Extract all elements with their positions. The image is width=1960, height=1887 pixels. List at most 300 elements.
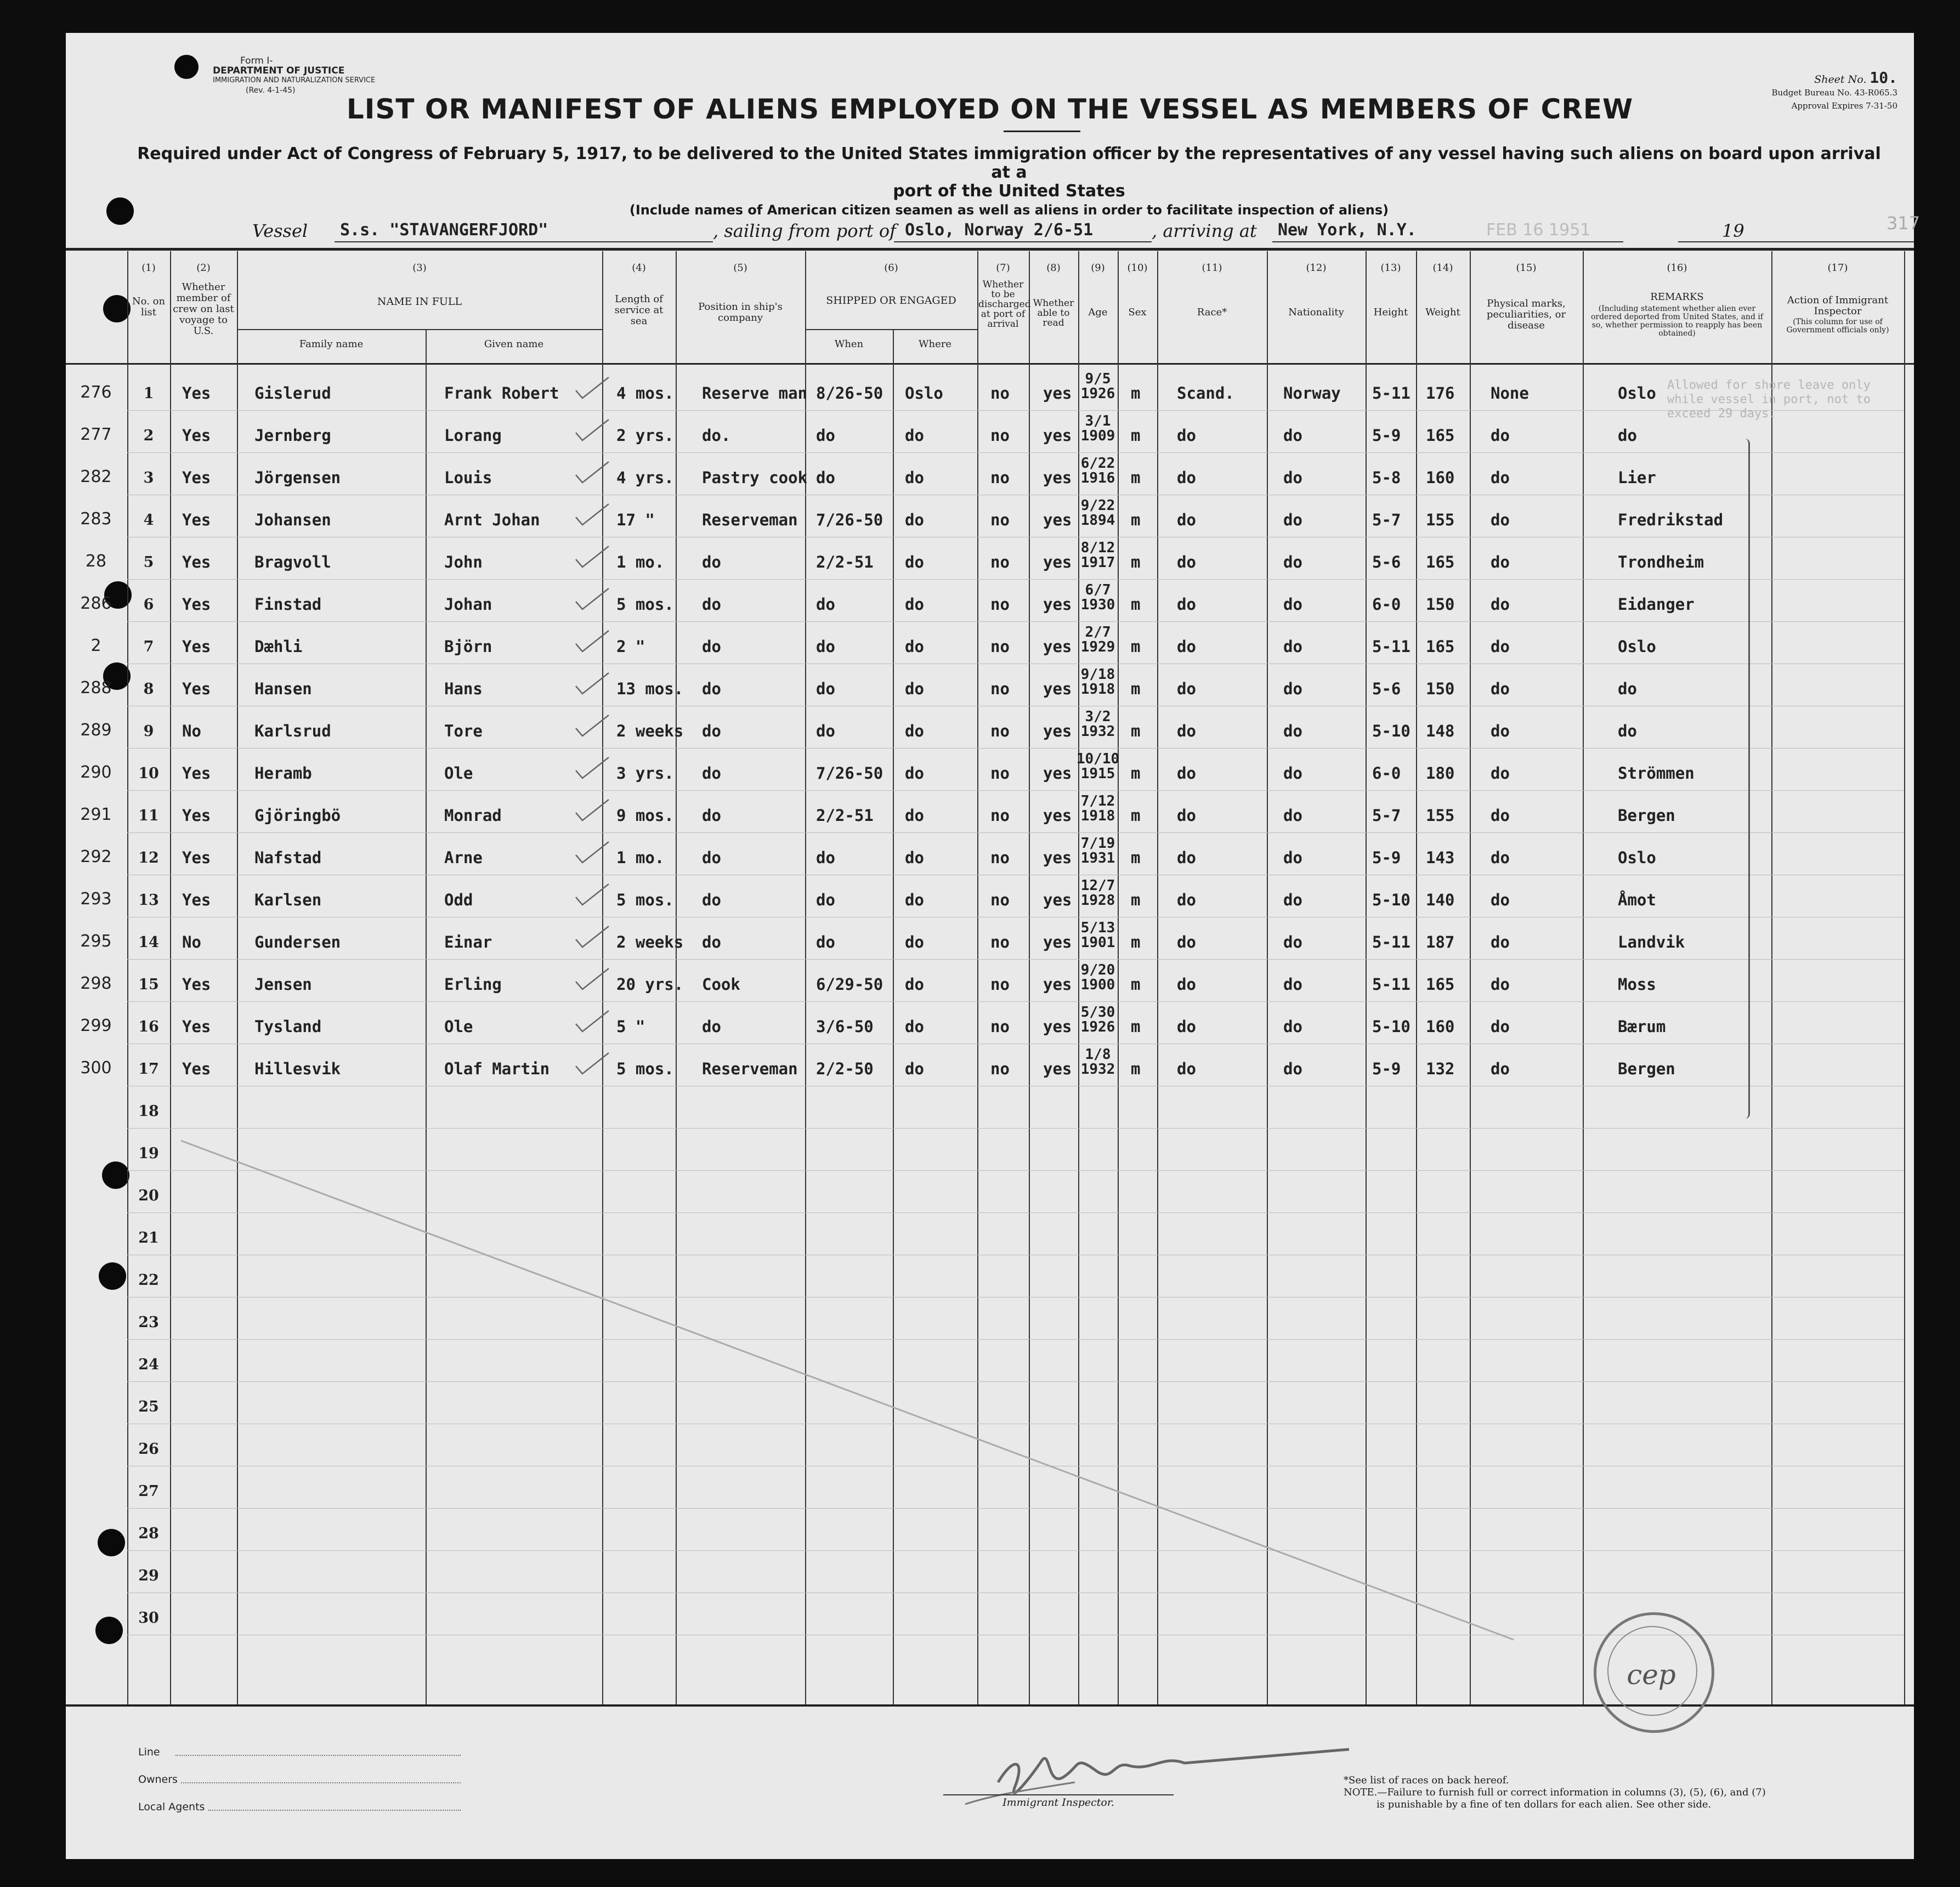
nationality-cell: do: [1283, 848, 1302, 867]
col6a-header: When: [834, 338, 864, 350]
position-cell: Reserveman: [702, 511, 798, 529]
birth-year: 1932: [1080, 1061, 1115, 1078]
check-mark-icon: [570, 796, 614, 829]
row-number: 18: [138, 1103, 159, 1120]
col3b-header: Given name: [484, 338, 544, 350]
shipped-when-cell: do: [816, 891, 835, 909]
family-name-cell: Tysland: [254, 1017, 322, 1036]
sex-cell: m: [1131, 511, 1141, 529]
row-number: 2: [143, 427, 154, 444]
row-number: 27: [138, 1483, 159, 1500]
page-title: LIST OR MANIFEST OF ALIENS EMPLOYED ON THE VESSEL AS MEMBERS OF CREW: [346, 93, 1634, 125]
subtitle-line1: Required under Act of Congress of February 5, 1917, to be delivered to the United States immigration officer by the representatives of any vessel having such aliens on board upon arrival at a: [137, 144, 1881, 182]
name-subheader-line: [237, 329, 602, 330]
row-number: 22: [138, 1272, 159, 1289]
weight-cell: 143: [1426, 848, 1455, 867]
remarks-bracket: [1745, 439, 1750, 1119]
service-cell: 17 ": [616, 511, 655, 529]
service-cell: 20 yrs.: [616, 975, 684, 994]
sailing-underline: [894, 241, 1152, 242]
table-row: [66, 875, 1914, 917]
position-cell: do: [702, 553, 721, 571]
shipped-where-cell: do: [905, 1059, 924, 1078]
row-number: 11: [138, 807, 159, 824]
birth-year: 1894: [1080, 512, 1115, 529]
col4-header: Length of service at sea: [614, 293, 664, 327]
family-name-cell: Finstad: [254, 595, 322, 614]
age-cell: [1076, 1005, 1120, 1035]
shipped-where-cell: do: [905, 426, 924, 445]
service-cell: 5 mos.: [616, 1059, 674, 1078]
age-cell: [1076, 372, 1120, 401]
col11-number: (11): [1202, 262, 1222, 274]
remarks-cell: Oslo: [1618, 637, 1656, 656]
subtitle-line3: (Include names of American citizen seamen as well as aliens in order to facilitate inspection of aliens): [629, 202, 1389, 218]
discharged-cell: no: [990, 975, 1010, 994]
position-cell: Pastry cook: [702, 468, 808, 487]
sex-cell: m: [1131, 553, 1141, 571]
family-name-cell: Karlsen: [254, 891, 322, 909]
footnote-penalty: NOTE.—Failure to furnish full or correct information in columns (3), (5), (6), and (7): [1344, 1787, 1766, 1798]
given-name-cell: Olaf Martin: [444, 1059, 550, 1078]
check-mark-icon: [570, 838, 614, 871]
shipped-where-cell: do: [905, 679, 924, 698]
given-name-cell: Johan: [444, 595, 492, 614]
service-cell: 3 yrs.: [616, 764, 674, 783]
arriving-underline: [1272, 241, 1623, 242]
marks-cell: do: [1491, 511, 1510, 529]
row-number: 21: [138, 1229, 159, 1246]
handwritten-line-number: 282: [80, 467, 112, 486]
able-to-read-cell: yes: [1043, 553, 1072, 571]
nationality-cell: do: [1283, 806, 1302, 825]
agency-service: IMMIGRATION AND NATURALIZATION SERVICE: [213, 76, 376, 84]
col6b-header: Where: [918, 338, 951, 350]
date-underline: [1678, 241, 1914, 242]
marks-cell: do: [1491, 975, 1510, 994]
position-cell: Reserve man: [702, 384, 808, 403]
shipped-where-cell: do: [905, 806, 924, 825]
sex-cell: m: [1131, 722, 1141, 740]
nationality-cell: do: [1283, 1059, 1302, 1078]
shipped-where-cell: do: [905, 764, 924, 783]
discharged-cell: no: [990, 426, 1010, 445]
race-cell: do: [1177, 764, 1196, 783]
remarks-cell: Oslo: [1618, 384, 1656, 403]
birth-date: 10/10: [1076, 751, 1120, 767]
nationality-cell: do: [1283, 468, 1302, 487]
check-mark-icon: [570, 670, 614, 702]
given-name-cell: Monrad: [444, 806, 502, 825]
table-row: [66, 537, 1914, 580]
shipped-where-cell: do: [905, 1017, 924, 1036]
sailing-label: , sailing from port of: [713, 220, 896, 241]
col1-header: No. on list: [132, 296, 166, 318]
birth-date: 1/8: [1085, 1046, 1111, 1063]
remarks-cell: Bergen: [1618, 1059, 1675, 1078]
birth-year: 1928: [1080, 892, 1115, 909]
given-name-cell: Björn: [444, 637, 492, 656]
height-cell: 5-11: [1372, 637, 1410, 656]
row-number: 14: [138, 934, 159, 951]
check-mark-icon: [570, 416, 614, 449]
height-cell: 5-10: [1372, 1017, 1410, 1036]
col9-number: (9): [1091, 262, 1105, 274]
weight-cell: 155: [1426, 806, 1455, 825]
table-top-border: [66, 248, 1914, 251]
sex-cell: m: [1131, 764, 1141, 783]
weight-cell: 140: [1426, 891, 1455, 909]
service-cell: 2 ": [616, 637, 645, 656]
col3-header: NAME IN FULL: [377, 296, 462, 308]
family-name-cell: Dæhli: [254, 637, 303, 656]
able-to-read-cell: yes: [1043, 722, 1072, 740]
weight-cell: 150: [1426, 595, 1455, 614]
subtitle-line2: port of the United States: [893, 182, 1125, 201]
title-underline: [1004, 131, 1080, 132]
handwritten-line-number: 295: [80, 932, 112, 951]
position-cell: do: [702, 848, 721, 867]
given-name-cell: Louis: [444, 468, 492, 487]
race-cell: do: [1177, 806, 1196, 825]
col17-number: (17): [1827, 262, 1848, 274]
family-name-cell: Bragvoll: [254, 553, 331, 571]
prev-voyage-cell: Yes: [182, 637, 211, 656]
birth-date: 3/2: [1085, 709, 1111, 725]
row-number: 24: [138, 1356, 159, 1373]
col8-number: (8): [1046, 262, 1061, 274]
sex-cell: m: [1131, 384, 1141, 403]
cancel-line: [165, 1108, 1536, 1656]
nationality-cell: do: [1283, 933, 1302, 951]
birth-date: 8/12: [1080, 540, 1115, 556]
table-row: [66, 1002, 1914, 1044]
arriving-label: , arriving at: [1152, 220, 1257, 241]
handwritten-line-number: 289: [80, 721, 112, 740]
remarks-cell: do: [1618, 426, 1637, 445]
position-cell: do: [702, 806, 721, 825]
family-name-cell: Gundersen: [254, 933, 341, 951]
race-cell: Scand.: [1177, 384, 1234, 403]
marks-cell: do: [1491, 679, 1510, 698]
handwritten-line-number: 288: [80, 678, 112, 698]
birth-year: 1918: [1080, 681, 1115, 698]
age-cell: [1076, 794, 1120, 824]
height-cell: 5-6: [1372, 553, 1401, 571]
sheet-number: 10.: [1870, 69, 1897, 87]
age-cell: [1076, 456, 1120, 486]
punch-hole: [174, 55, 199, 79]
row-number: 23: [138, 1314, 159, 1331]
position-cell: do: [702, 764, 721, 783]
race-cell: do: [1177, 848, 1196, 867]
height-cell: 5-9: [1372, 848, 1401, 867]
given-name-cell: Arnt Johan: [444, 511, 540, 529]
col9-header: Age: [1088, 307, 1108, 318]
col8-header: Whether able to read: [1033, 298, 1074, 328]
age-cell: [1076, 836, 1120, 866]
check-mark-icon: [570, 1050, 614, 1083]
height-cell: 5-10: [1372, 891, 1410, 909]
family-name-cell: Gjöringbö: [254, 806, 341, 825]
table-row: [66, 622, 1914, 664]
col17-note: (This column for use of Government officials only): [1786, 318, 1889, 335]
col16-note: (Including statement whether alien ever ordered deported from United States, and if so, whether permission to reapply has been obtained): [1590, 304, 1764, 338]
prev-voyage-cell: Yes: [182, 468, 211, 487]
family-name-cell: Hansen: [254, 679, 312, 698]
birth-date: 9/5: [1085, 371, 1111, 387]
birth-year: 1915: [1080, 766, 1115, 782]
nationality-cell: do: [1283, 975, 1302, 994]
height-cell: 5-7: [1372, 511, 1401, 529]
col2-header: Whether member of crew on last voyage to U.S.: [173, 281, 234, 337]
handwritten-line-number: 277: [80, 425, 112, 444]
shipped-subheader-line: [805, 329, 977, 330]
age-cell: [1076, 752, 1120, 781]
agency-name: DEPARTMENT OF JUSTICE: [213, 65, 345, 76]
weight-cell: 132: [1426, 1059, 1455, 1078]
col16-header: REMARKS: [1650, 291, 1704, 303]
nationality-cell: do: [1283, 891, 1302, 909]
handwritten-line-number: 283: [80, 509, 112, 529]
discharged-cell: no: [990, 468, 1010, 487]
position-cell: do: [702, 1017, 721, 1036]
marks-cell: do: [1491, 806, 1510, 825]
given-name-cell: Ole: [444, 764, 473, 783]
nationality-cell: do: [1283, 426, 1302, 445]
discharged-cell: no: [990, 933, 1010, 951]
age-cell: [1076, 963, 1120, 993]
age-cell: [1076, 879, 1120, 908]
weight-cell: 165: [1426, 426, 1455, 445]
shipped-when-cell: do: [816, 637, 835, 656]
remarks-cell: Åmot: [1618, 891, 1656, 909]
age-cell: [1076, 921, 1120, 950]
weight-cell: 165: [1426, 637, 1455, 656]
height-cell: 5-11: [1372, 933, 1410, 951]
col1-number: (1): [141, 262, 156, 274]
birth-year: 1931: [1080, 850, 1115, 866]
nationality-cell: do: [1283, 722, 1302, 740]
discharged-cell: no: [990, 384, 1010, 403]
prev-voyage-cell: Yes: [182, 553, 211, 571]
weight-cell: 155: [1426, 511, 1455, 529]
row-number: 3: [143, 469, 154, 486]
footnote-fine: is punishable by a fine of ten dollars for each alien. See other side.: [1376, 1799, 1712, 1810]
service-cell: 2 yrs.: [616, 426, 674, 445]
nationality-cell: do: [1283, 764, 1302, 783]
col6-header: SHIPPED OR ENGAGED: [826, 294, 956, 307]
table-row: [66, 1044, 1914, 1086]
able-to-read-cell: yes: [1043, 764, 1072, 783]
shipped-where-cell: do: [905, 637, 924, 656]
table-row: [66, 495, 1914, 537]
discharged-cell: no: [990, 679, 1010, 698]
budget-number: Budget Bureau No. 43-R065.3: [1771, 88, 1897, 98]
shipped-where-cell: do: [905, 553, 924, 571]
birth-year: 1916: [1080, 470, 1115, 486]
family-name-cell: Johansen: [254, 511, 331, 529]
birth-date: 5/13: [1080, 920, 1115, 936]
handwritten-line-number: 292: [80, 847, 112, 866]
sheet-label: Sheet No.: [1814, 73, 1867, 86]
shipped-where-cell: do: [905, 468, 924, 487]
row-number: 15: [138, 976, 159, 993]
service-cell: 2 weeks: [616, 933, 684, 951]
sex-cell: m: [1131, 595, 1141, 614]
remarks-cell: Eidanger: [1618, 595, 1695, 614]
height-cell: 5-10: [1372, 722, 1410, 740]
service-cell: 13 mos.: [616, 679, 684, 698]
given-name-cell: Odd: [444, 891, 473, 909]
age-cell: [1076, 667, 1120, 697]
marks-cell: do: [1491, 426, 1510, 445]
birth-date: 9/22: [1080, 497, 1115, 514]
table-row: [66, 580, 1914, 622]
check-mark-icon: [570, 965, 614, 998]
discharged-cell: no: [990, 637, 1010, 656]
row-number: 20: [138, 1187, 159, 1204]
col12-number: (12): [1306, 262, 1327, 274]
able-to-read-cell: yes: [1043, 511, 1072, 529]
birth-date: 6/7: [1085, 582, 1111, 598]
handwritten-line-number: 298: [80, 974, 112, 993]
position-cell: Cook: [702, 975, 740, 994]
vessel-underline: [335, 241, 713, 242]
remarks-cell: Fredrikstad: [1618, 511, 1724, 529]
weight-cell: 165: [1426, 553, 1455, 571]
col17-header: Action of Immigrant Inspector: [1787, 294, 1889, 317]
birth-year: 1926: [1080, 1019, 1115, 1035]
race-cell: do: [1177, 679, 1196, 698]
able-to-read-cell: yes: [1043, 848, 1072, 867]
remarks-cell: Strömmen: [1618, 764, 1695, 783]
birth-year: 1917: [1080, 554, 1115, 571]
shipped-where-cell: do: [905, 595, 924, 614]
agents-label: Local Agents: [138, 1801, 205, 1813]
handwritten-line-number: 300: [80, 1058, 112, 1078]
vessel-line: [252, 213, 1921, 248]
marks-cell: do: [1491, 722, 1510, 740]
remarks-cell: Oslo: [1618, 848, 1656, 867]
shipped-when-cell: do: [816, 595, 835, 614]
able-to-read-cell: yes: [1043, 679, 1072, 698]
remarks-note: Allowed for shore leave only while vessel in port, not to exceed 29 days.: [1667, 378, 1871, 421]
height-cell: 6-0: [1372, 595, 1401, 614]
table-row: [66, 917, 1914, 960]
shipped-when-cell: do: [816, 679, 835, 698]
weight-cell: 180: [1426, 764, 1455, 783]
birth-year: 1909: [1080, 428, 1115, 444]
shipped-when-cell: do: [816, 848, 835, 867]
height-cell: 5-7: [1372, 806, 1401, 825]
race-cell: do: [1177, 637, 1196, 656]
able-to-read-cell: yes: [1043, 806, 1072, 825]
family-name-cell: Jörgensen: [254, 468, 341, 487]
birth-year: 1926: [1080, 386, 1115, 402]
birth-year: 1918: [1080, 808, 1115, 824]
col14-number: (14): [1432, 262, 1453, 274]
prev-voyage-cell: Yes: [182, 848, 211, 867]
remarks-cell: Moss: [1618, 975, 1656, 994]
discharged-cell: no: [990, 891, 1010, 909]
birth-date: 6/22: [1080, 455, 1115, 472]
shipped-when-cell: do: [816, 722, 835, 740]
family-name-cell: Nafstad: [254, 848, 322, 867]
weight-cell: 148: [1426, 722, 1455, 740]
footer-labels: [138, 1738, 205, 1821]
given-name-cell: Ole: [444, 1017, 473, 1036]
age-cell: [1076, 414, 1120, 444]
shipped-when-cell: 8/26-50: [816, 384, 883, 403]
shipped-when-cell: do: [816, 933, 835, 951]
able-to-read-cell: yes: [1043, 637, 1072, 656]
shipped-where-cell: do: [905, 722, 924, 740]
nationality-cell: do: [1283, 595, 1302, 614]
prev-voyage-cell: Yes: [182, 806, 211, 825]
prev-voyage-cell: Yes: [182, 891, 211, 909]
sex-cell: m: [1131, 679, 1141, 698]
row-number: 17: [138, 1061, 159, 1078]
service-cell: 9 mos.: [616, 806, 674, 825]
row-number: 1: [143, 385, 154, 402]
row-number: 7: [143, 638, 154, 655]
row-number: 25: [138, 1398, 159, 1415]
table-row: [66, 749, 1914, 791]
col11-header: Race*: [1197, 307, 1227, 318]
prev-voyage-cell: Yes: [182, 1017, 211, 1036]
family-name-cell: Gislerud: [254, 384, 331, 403]
height-cell: 5-8: [1372, 468, 1401, 487]
age-cell: [1076, 583, 1120, 613]
nationality-cell: do: [1283, 679, 1302, 698]
footnotes: [1344, 1775, 1903, 1811]
row-number: 12: [138, 849, 159, 866]
race-cell: do: [1177, 553, 1196, 571]
col6-number: (6): [884, 262, 898, 274]
table-row: [66, 706, 1914, 749]
service-cell: 1 mo.: [616, 553, 665, 571]
birth-date: 12/7: [1080, 877, 1115, 894]
sex-cell: m: [1131, 1059, 1141, 1078]
height-cell: 5-11: [1372, 975, 1410, 994]
remarks-cell: do: [1618, 679, 1637, 698]
prev-voyage-cell: Yes: [182, 1059, 211, 1078]
race-cell: do: [1177, 975, 1196, 994]
check-mark-icon: [570, 712, 614, 745]
marks-cell: do: [1491, 637, 1510, 656]
shipped-when-cell: 3/6-50: [816, 1017, 874, 1036]
able-to-read-cell: yes: [1043, 1017, 1072, 1036]
able-to-read-cell: yes: [1043, 595, 1072, 614]
col15-number: (15): [1516, 262, 1537, 274]
remarks-cell: do: [1618, 722, 1637, 740]
marks-cell: do: [1491, 1017, 1510, 1036]
row-number: 30: [138, 1610, 159, 1627]
owners-label: Owners: [138, 1773, 178, 1786]
col3a-header: Family name: [299, 338, 364, 350]
shipped-where-cell: do: [905, 975, 924, 994]
discharged-cell: no: [990, 1017, 1010, 1036]
shipped-when-cell: 2/2-51: [816, 553, 874, 571]
sex-cell: m: [1131, 975, 1141, 994]
position-cell: do: [702, 595, 721, 614]
position-cell: do: [702, 637, 721, 656]
age-cell: [1076, 710, 1120, 739]
row-number: 13: [138, 892, 159, 909]
handwritten-line-number: 293: [80, 889, 112, 909]
prev-voyage-cell: Yes: [182, 595, 211, 614]
